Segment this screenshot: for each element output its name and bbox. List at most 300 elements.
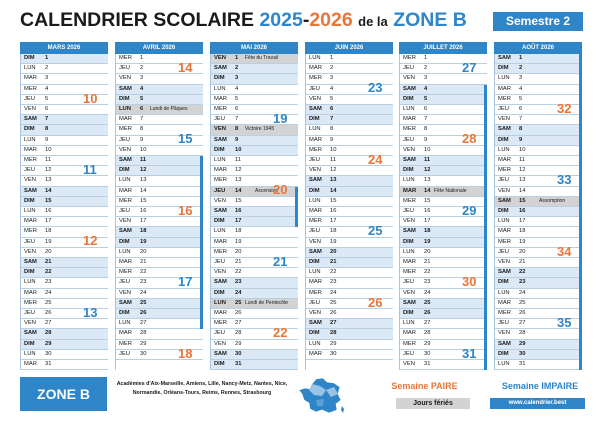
day-row [400, 217, 487, 227]
day-name: JEU [214, 187, 226, 194]
day-row [211, 64, 298, 74]
day-name: MAR [309, 65, 322, 72]
month-column [115, 42, 203, 370]
day-row [400, 146, 487, 156]
day-number: 13 [330, 177, 337, 184]
vacation-bar [200, 156, 203, 329]
day-name: DIM [119, 95, 130, 102]
holiday-label: Assomption [539, 197, 566, 204]
day-row [21, 176, 108, 186]
day-name: JEU [119, 350, 130, 357]
day-name: LUN [119, 320, 131, 327]
day-name: VEN [214, 55, 226, 61]
day-number: 19 [519, 238, 526, 245]
month-days [494, 54, 582, 370]
day-name: MAR [214, 310, 227, 316]
day-number: 14 [330, 187, 337, 194]
day-row [495, 278, 582, 288]
day-number: 27 [140, 320, 147, 327]
month-days [305, 54, 393, 370]
day-number: 31 [519, 361, 526, 367]
day-name: MER [119, 197, 132, 204]
day-name: VEN [403, 75, 415, 82]
day-name: VEN [403, 361, 415, 367]
day-row [116, 299, 203, 309]
day-name: VEN [309, 167, 321, 174]
day-row [21, 248, 108, 258]
day-number: 12 [45, 167, 52, 174]
day-number: 11 [330, 157, 337, 163]
day-name: DIM [403, 310, 414, 316]
day-number: 17 [330, 218, 337, 225]
day-number: 27 [519, 320, 526, 327]
day-number: 11 [45, 157, 52, 163]
day-number: 30 [140, 350, 147, 357]
day-name: LUN [309, 55, 321, 61]
day-row [306, 319, 393, 329]
day-row [306, 64, 393, 74]
day-name: SAM [24, 116, 37, 123]
day-number: 4 [140, 85, 144, 92]
day-row [116, 248, 203, 258]
day-number: 1 [424, 55, 428, 61]
day-name: LUN [214, 157, 226, 163]
day-number: 13 [424, 177, 431, 184]
day-name: LUN [119, 177, 131, 184]
week-number-odd: 25 [368, 223, 383, 239]
day-number: 28 [330, 330, 337, 337]
day-row [495, 146, 582, 156]
day-name: MAR [214, 238, 227, 245]
day-number: 31 [235, 361, 242, 367]
day-name: JEU [214, 330, 225, 337]
day-name: JEU [403, 350, 414, 357]
day-number: 18 [45, 228, 52, 235]
day-name: LUN [498, 146, 510, 153]
week-number-odd: 31 [462, 345, 477, 361]
day-name: VEN [24, 248, 36, 255]
week-number-odd: 23 [368, 80, 383, 96]
day-number: 20 [45, 248, 52, 255]
day-row [495, 258, 582, 268]
day-row [495, 350, 582, 360]
day-row [116, 74, 203, 84]
day-row [116, 146, 203, 156]
title-year-start: 2025 [259, 9, 303, 31]
day-row [495, 289, 582, 299]
day-name: MER [214, 177, 227, 184]
day-name: DIM [24, 197, 35, 204]
day-number: 21 [519, 259, 526, 265]
day-row [495, 64, 582, 74]
day-number: 13 [519, 177, 526, 184]
day-number: 1 [330, 55, 334, 61]
day-row [211, 207, 298, 217]
day-row [306, 207, 393, 217]
day-number: 5 [140, 95, 144, 102]
day-row [495, 299, 582, 309]
day-name: DIM [214, 75, 225, 82]
day-number: 28 [519, 330, 526, 337]
day-number: 16 [330, 208, 337, 214]
day-number: 14 [45, 187, 52, 194]
day-name: DIM [403, 167, 414, 174]
day-name: SAM [403, 85, 416, 92]
day-name: SAM [309, 248, 322, 255]
day-number: 19 [330, 238, 337, 245]
day-row [211, 166, 298, 176]
day-number: 16 [140, 208, 147, 214]
week-number-odd: 17 [178, 274, 193, 290]
day-row [211, 350, 298, 360]
day-row [21, 340, 108, 350]
day-name: VEN [214, 340, 226, 347]
day-number: 17 [45, 218, 52, 225]
day-number: 5 [330, 95, 334, 102]
day-number: 24 [140, 289, 147, 296]
day-row [400, 95, 487, 105]
day-name: MAR [498, 228, 511, 235]
day-number: 26 [140, 310, 147, 316]
day-name: MER [309, 146, 322, 153]
day-number: 23 [330, 279, 337, 286]
day-row [21, 74, 108, 84]
day-row [211, 238, 298, 248]
day-name: SAM [403, 157, 416, 163]
day-number: 2 [235, 65, 239, 72]
day-row [116, 95, 203, 105]
day-number: 10 [519, 146, 526, 153]
day-number: 10 [235, 146, 242, 153]
day-name: MAR [24, 146, 37, 153]
day-row [400, 105, 487, 115]
day-row [21, 197, 108, 207]
day-name: DIM [309, 187, 320, 194]
day-name: SAM [498, 340, 511, 347]
day-row [400, 74, 487, 84]
title-dash: - [302, 9, 310, 31]
day-name: MER [214, 248, 227, 255]
day-name: LUN [403, 248, 415, 255]
day-number: 23 [140, 279, 147, 286]
day-row [495, 136, 582, 146]
day-name: MER [119, 126, 132, 133]
day-name: SAM [24, 330, 37, 337]
week-number-even: 10 [83, 90, 98, 106]
day-name: MAR [24, 218, 37, 225]
day-number: 18 [424, 228, 431, 235]
holiday-label: Lundi de Pentecôte [245, 299, 289, 306]
day-name: DIM [119, 310, 130, 316]
week-number-even: 18 [178, 345, 193, 361]
day-row [116, 156, 203, 166]
holiday-row [211, 125, 298, 135]
website-link[interactable]: www.calendrier.best [490, 398, 585, 409]
day-number: 13 [140, 177, 147, 184]
legend-odd-week: Semaine IMPAIRE [501, 381, 579, 391]
day-name: LUN [498, 218, 510, 225]
day-name: MAR [309, 279, 322, 286]
day-name: LUN [309, 269, 321, 276]
legend-even-week: Semaine PAIRE [391, 381, 458, 391]
week-number-odd: 29 [462, 202, 477, 218]
day-number: 4 [45, 85, 49, 92]
day-number: 22 [45, 269, 52, 276]
day-number: 24 [330, 289, 337, 296]
day-number: 28 [140, 330, 147, 337]
day-number: 7 [45, 116, 49, 123]
day-row [306, 248, 393, 258]
day-number: 21 [330, 259, 337, 265]
day-number: 20 [330, 248, 337, 255]
day-name: MAR [498, 85, 511, 92]
day-number: 31 [424, 361, 431, 367]
day-number: 27 [424, 320, 431, 327]
day-number: 8 [45, 126, 49, 133]
day-number: 30 [330, 350, 337, 357]
day-row [495, 187, 582, 197]
day-name: LUN [214, 299, 226, 306]
day-row [211, 197, 298, 207]
day-name: VEN [403, 289, 415, 296]
zone-label: ZONE B [20, 377, 107, 411]
day-number: 22 [330, 269, 337, 276]
month-header: JUILLET 2026 [399, 42, 487, 54]
day-row [495, 156, 582, 166]
day-name: LUN [119, 106, 131, 112]
day-name: JEU [403, 136, 414, 143]
day-row [400, 85, 487, 95]
semestre-badge: Semestre 2 [493, 12, 583, 31]
day-number: 22 [235, 269, 242, 276]
day-name: SAM [403, 299, 416, 306]
day-name: LUN [214, 228, 226, 235]
day-name: DIM [24, 340, 35, 347]
day-number: 2 [519, 65, 523, 72]
day-name: JEU [24, 238, 35, 245]
day-row [211, 217, 298, 227]
day-number: 9 [424, 136, 428, 143]
day-number: 17 [519, 218, 526, 225]
day-name: DIM [214, 218, 225, 225]
day-row [211, 74, 298, 84]
day-row [400, 309, 487, 319]
day-name: MAR [403, 330, 416, 337]
day-number: 1 [45, 55, 49, 61]
day-number: 27 [330, 320, 337, 327]
day-name: DIM [309, 259, 320, 265]
day-name: MER [214, 106, 227, 112]
day-name: JEU [24, 95, 35, 102]
day-row [21, 319, 108, 329]
day-number: 16 [235, 208, 242, 214]
day-row [400, 227, 487, 237]
day-number: 15 [140, 197, 147, 204]
day-number: 11 [519, 157, 526, 163]
day-row [400, 238, 487, 248]
day-number: 30 [45, 350, 52, 357]
holiday-row [400, 187, 487, 197]
day-name: VEN [119, 146, 131, 153]
week-number-even: 34 [557, 243, 572, 259]
day-number: 23 [519, 279, 526, 286]
day-number: 25 [235, 299, 242, 306]
day-number: 28 [45, 330, 52, 337]
day-number: 1 [519, 55, 523, 61]
day-number: 29 [235, 340, 242, 347]
day-number: 3 [235, 75, 239, 82]
day-row [211, 85, 298, 95]
day-number: 13 [235, 177, 242, 184]
day-number: 4 [330, 85, 334, 92]
week-number-even: 28 [462, 131, 477, 147]
day-name: DIM [214, 146, 225, 153]
title-year-end: 2026 [309, 9, 353, 31]
day-number: 4 [519, 85, 523, 92]
month-header: JUIN 2026 [305, 42, 393, 54]
day-number: 25 [424, 299, 431, 306]
day-name: JEU [24, 310, 35, 316]
holiday-row [495, 197, 582, 207]
day-row [21, 115, 108, 125]
week-number-even: 22 [273, 325, 288, 341]
day-name: JEU [119, 136, 130, 143]
month-column [399, 42, 487, 370]
day-name: DIM [24, 55, 35, 61]
day-number: 30 [235, 350, 242, 357]
day-number: 26 [45, 310, 52, 316]
day-number: 27 [235, 320, 242, 327]
week-number-even: 14 [178, 60, 193, 75]
month-column [210, 42, 298, 370]
day-name: MER [24, 157, 37, 163]
day-name: VEN [498, 116, 510, 123]
day-row [495, 340, 582, 350]
day-name: JEU [309, 299, 320, 306]
day-number: 5 [424, 95, 428, 102]
day-row [306, 197, 393, 207]
month-days [399, 54, 487, 370]
week-number-odd: 19 [273, 111, 288, 126]
day-number: 10 [140, 146, 147, 153]
day-name: LUN [403, 106, 415, 112]
day-row [116, 238, 203, 248]
day-row [400, 360, 487, 370]
day-number: 1 [140, 55, 144, 61]
week-number-even: 20 [273, 182, 288, 198]
day-name: JEU [498, 248, 509, 255]
day-number: 19 [140, 238, 147, 245]
day-number: 14 [140, 187, 147, 194]
day-name: LUN [309, 126, 321, 133]
day-number: 18 [519, 228, 526, 235]
day-number: 15 [45, 197, 52, 204]
day-row [495, 207, 582, 217]
day-name: JEU [403, 279, 414, 286]
holiday-row [211, 299, 298, 309]
day-name: MAR [24, 361, 37, 367]
day-row [400, 166, 487, 176]
day-name: MER [24, 85, 37, 92]
day-name: DIM [214, 289, 225, 296]
holiday-label: Ascension [255, 187, 279, 194]
day-number: 31 [45, 361, 52, 367]
day-row [211, 340, 298, 350]
day-number: 8 [330, 126, 334, 133]
day-row [306, 278, 393, 288]
day-name: DIM [498, 208, 509, 214]
day-name: MER [403, 269, 416, 276]
day-name: LUN [498, 75, 510, 82]
day-row [306, 258, 393, 268]
day-name: JEU [119, 65, 130, 72]
month-header: MARS 2026 [20, 42, 108, 54]
day-row [21, 258, 108, 268]
month-header: MAI 2026 [210, 42, 298, 54]
day-name: MAR [24, 289, 37, 296]
day-name: DIM [403, 95, 414, 102]
day-number: 1 [235, 55, 239, 61]
day-number: 7 [235, 116, 239, 123]
week-number-odd: 21 [273, 253, 288, 269]
day-name: MAR [498, 299, 511, 306]
day-row [21, 136, 108, 146]
day-number: 19 [235, 238, 242, 245]
week-number-odd: 13 [83, 304, 98, 320]
day-name: SAM [309, 177, 322, 184]
day-row [211, 136, 298, 146]
day-number: 25 [519, 299, 526, 306]
day-row [211, 146, 298, 156]
day-number: 6 [235, 106, 239, 112]
day-name: SAM [24, 187, 37, 194]
day-number: 5 [519, 95, 523, 102]
holiday-label: Lundi de Pâques [150, 106, 188, 112]
day-row [400, 329, 487, 339]
day-name: MAR [119, 330, 132, 337]
day-number: 29 [45, 340, 52, 347]
day-row [116, 289, 203, 299]
day-number: 28 [424, 330, 431, 337]
day-name: JEU [119, 208, 130, 214]
day-name: MAR [309, 350, 322, 357]
day-name: MAR [309, 136, 322, 143]
day-number: 20 [140, 248, 147, 255]
day-number: 7 [140, 116, 144, 123]
day-number: 10 [330, 146, 337, 153]
day-name: MER [24, 228, 37, 235]
day-row [495, 115, 582, 125]
day-number: 3 [519, 75, 523, 82]
day-number: 10 [424, 146, 431, 153]
holiday-row [116, 105, 203, 115]
day-name: LUN [309, 340, 321, 347]
day-row [306, 95, 393, 105]
day-number: 5 [235, 95, 239, 102]
day-name: LUN [403, 320, 415, 327]
day-number: 29 [519, 340, 526, 347]
week-number-odd: 15 [178, 131, 193, 147]
day-name: VEN [214, 197, 226, 204]
day-number: 20 [519, 248, 526, 255]
title-de-la: de la [358, 14, 388, 29]
day-number: 25 [330, 299, 337, 306]
day-row [306, 238, 393, 248]
day-number: 21 [45, 259, 52, 265]
day-row [116, 85, 203, 95]
day-number: 24 [519, 289, 526, 296]
day-number: 2 [45, 65, 49, 72]
